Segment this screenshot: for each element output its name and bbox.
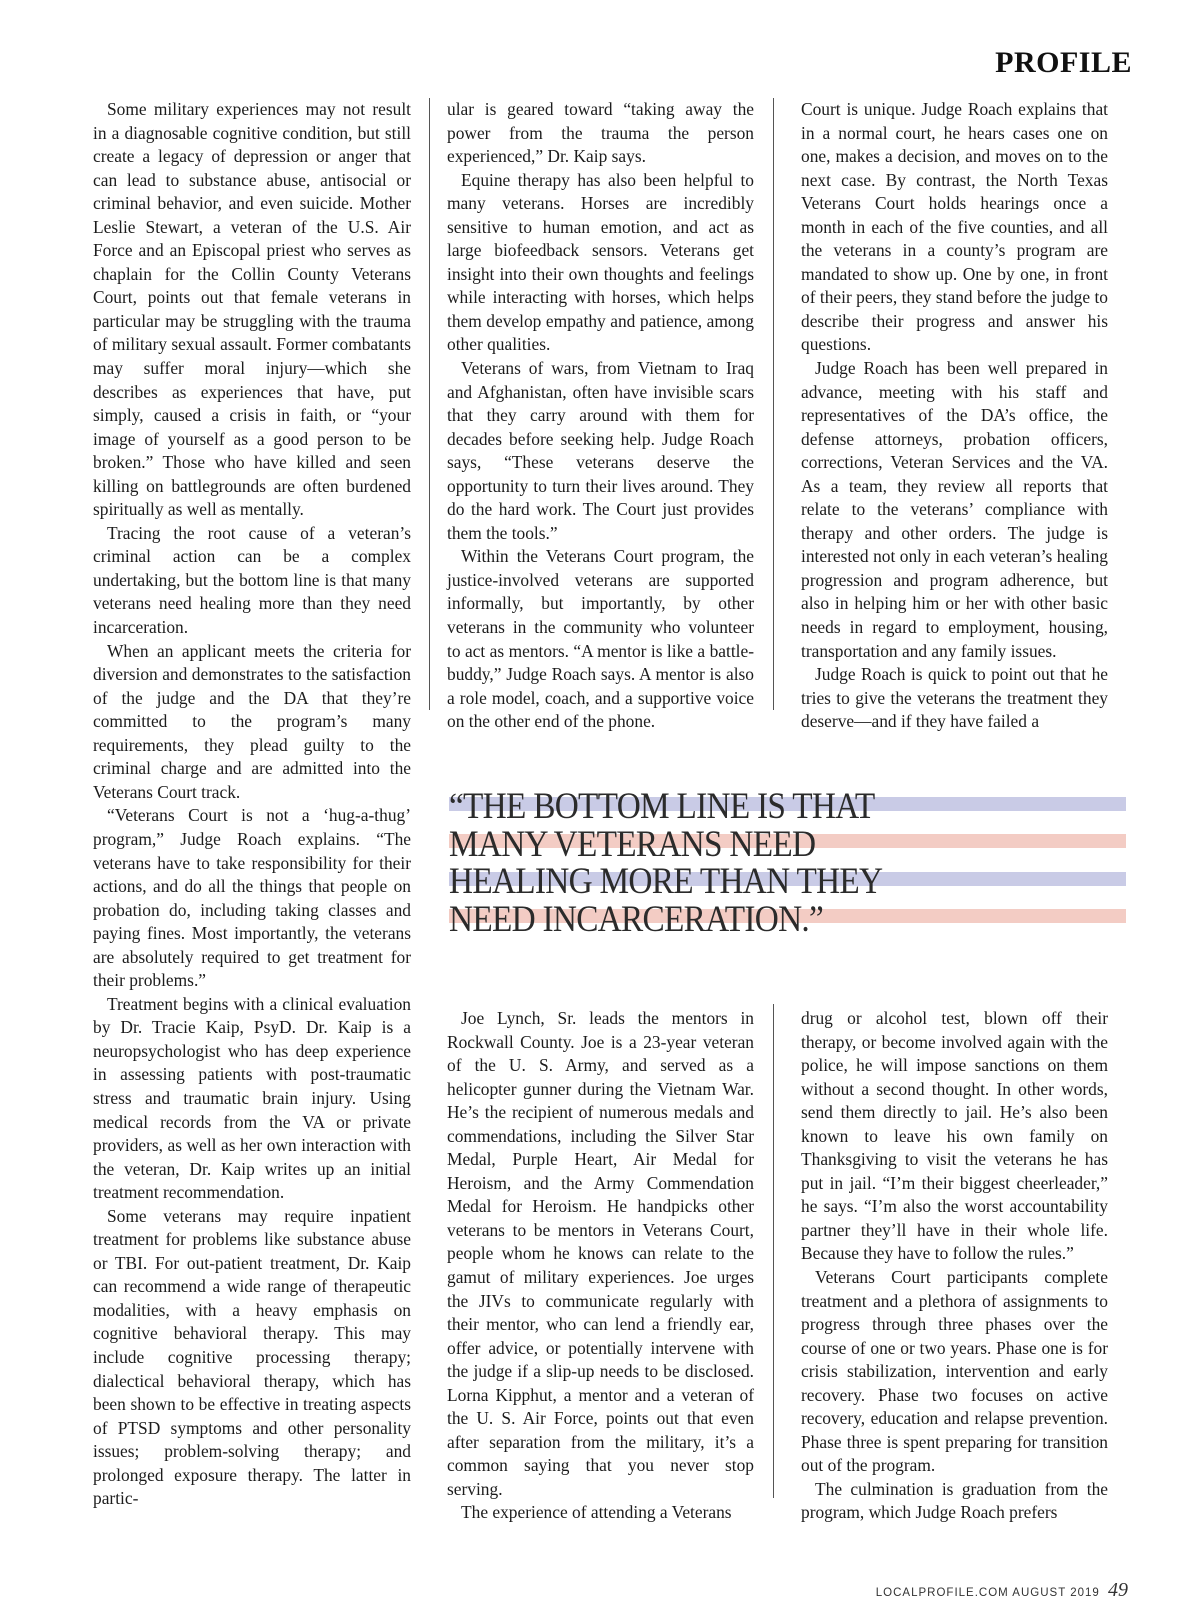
- footer-site: LOCALPROFILE.COM: [875, 1587, 1009, 1599]
- pull-quote-line: MANY VETERANS NEED: [449, 823, 816, 865]
- paragraph: Court is unique. Judge Roach explains that in a normal court, he hears cases one on one, makes a decision, and moves on to the next case. By contrast, the North Texas Veterans Court holds hearings once a month in each of the five counties, and all the veterans in a county’s program are mandated to show up. One by one, in front of their peers, they stand before the judge to describe their progress and answer his questions.: [801, 99, 1108, 355]
- column-divider: [429, 98, 430, 710]
- paragraph: Judge Roach is quick to point out that he tries to give the veterans the treatment they deserve—and if they have failed a: [801, 664, 1108, 732]
- paragraph: Veterans of wars, from Vietnam to Iraq and Afghanistan, often have invisible scars that they carry around with them for decades before seeking help. Judge Roach says, “These veterans deserve the opportunity to turn their lives around. They do the hard work. The Court just provides them the tools.”: [447, 358, 754, 543]
- page-footer: [876, 1579, 1128, 1602]
- paragraph: Judge Roach has been well prepared in advance, meeting with his staff and representatives of the DA’s office, the defense attorneys, probation officers, corrections, Veteran Services and the VA. As a team, they review all reports that relate to the veterans’ compliance with therapy and other orders. The judge is interested not only in each veteran’s healing progression and program adherence, but also in helping him or her with other basic needs in regard to employment, housing, transportation and any family issues.: [801, 358, 1108, 661]
- pull-quote-line: “THE BOTTOM LINE IS THAT: [449, 786, 875, 827]
- paragraph: Veterans Court participants complete treatment and a plethora of assignments to progress through three phases over the course of one or two years. Phase one is for crisis stabilization, intervention and early recovery. Phase two focuses on active recovery, education and relapse prevention. Phase three is spent preparing for transition out of the program.: [801, 1267, 1108, 1476]
- article-column-2-top: [447, 98, 754, 734]
- section-title: PROFILE: [995, 46, 1132, 79]
- paragraph: Some veterans may require inpatient treatment for problems like substance abuse or TBI. For out-patient treatment, Dr. Kaip can recommend a wide range of therapeutic modalities, with a heavy emphasis on cognitive behavioral therapy. This may include cognitive processing therapy; dialectical behavioral therapy, which has been shown to be effective in treating aspects of PTSD symptoms and other personality issues; problem-solving therapy; and prolonged exposure therapy. The latter in partic-: [93, 1205, 411, 1509]
- pull-quote-line: HEALING MORE THAN THEY: [449, 861, 883, 902]
- paragraph: The culmination is graduation from the program, which Judge Roach prefers: [801, 1478, 1108, 1523]
- column-divider: [773, 1004, 774, 1498]
- pull-quote-text: [449, 788, 1058, 938]
- paragraph: The experience of attending a Veterans: [461, 1502, 732, 1523]
- paragraph: ular is geared toward “taking away the power from the trauma the person experienced,” Dr. Kaip says.: [447, 99, 754, 167]
- article-column-2-bottom: [447, 1007, 754, 1525]
- paragraph: Within the Veterans Court program, the justice-involved veterans are supported informally, but importantly, by other veterans in the community who volunteer to act as mentors. “A mentor is like a battle-buddy,” Judge Roach says. A mentor is also a role model, coach, and a supportive voice on the other end of the phone.: [447, 546, 754, 732]
- page-number: 49: [1108, 1579, 1128, 1601]
- paragraph: drug or alcohol test, blown off their therapy, or become involved again with the police, he will impose sanctions on them without a second thought. In other words, send them directly to jail. He’s also been known to leave his own family on Thanksgiving to visit the veterans he has put in jail. “I’m their biggest cheerleader,” he says. “I’m also the worst accountability partner they’ll have in their whole life. Because they have to follow the rules.”: [801, 1008, 1108, 1264]
- pull-quote: [449, 788, 1126, 938]
- paragraph: Tracing the root cause of a veteran’s criminal action can be a complex undertaking, but the bottom line is that many veterans need healing more than they need incarceration.: [93, 522, 411, 638]
- article-column-1: [93, 98, 411, 1511]
- paragraph: Equine therapy has also been helpful to many veterans. Horses are incredibly sensitive to human emotion, and act as large biofeedback sensors. Veterans get insight into their own thoughts and feelings while interacting with horses, which helps them develop empathy and patience, among other qualities.: [447, 169, 754, 355]
- paragraph: Treatment begins with a clinical evaluation by Dr. Tracie Kaip, PsyD. Dr. Kaip is a neuropsychologist who has deep experience in assessing patients with post-traumatic stress and traumatic brain injury. Using medical records from the VA or private providers, as well as her own interaction with the veteran, Dr. Kaip writes up an initial treatment recommendation.: [93, 993, 411, 1203]
- paragraph: Joe Lynch, Sr. leads the mentors in Rockwall County. Joe is a 23-year veteran of the U. S. Army, and served as a helicopter gunner during the Vietnam War. He’s the recipient of numerous medals and commendations, including the Silver Star Medal, Purple Heart, Air Medal for Heroism, and the Army Commendation Medal for Heroism. He handpicks other veterans to be mentors in Veterans Court, people whom he knows can relate to the gamut of military experiences. Joe urges the JIVs to communicate regularly with their mentor, who can lend a friendly ear, offer advice, or potentially intervene with the judge if a slip-up needs to be disclosed. Lorna Kipphut, a mentor and a veteran of the U. S. Air Force, points out that even after separation from the military, it’s a common saying that you never stop serving.: [447, 1008, 754, 1499]
- pull-quote-line: NEED INCARCERATION.”: [449, 898, 824, 940]
- column-divider: [773, 98, 774, 710]
- paragraph: “Veterans Court is not a ‘hug-a-thug’ program,” Judge Roach explains. “The veterans have to take responsibility for their actions, and do all the things that people on probation do, including taking classes and paying fines. Most importantly, the veterans are absolutely required to get treatment for their problems.”: [93, 805, 411, 991]
- footer-issue: AUGUST 2019: [1012, 1587, 1100, 1599]
- paragraph: Some military experiences may not result in a diagnosable cognitive condition, but still create a legacy of depression or anger that can lead to substance abuse, antisocial or criminal behavior, and even suicide. Mother Leslie Stewart, a veteran of the U.S. Air Force and an Episcopal priest who serves as chaplain for the Collin County Veterans Court, points out that female veterans in particular may be struggling with the trauma of military sexual assault. Former combatants may suffer moral injury—which she describes as experiences that have, put simply, caused a crisis in faith, or “your image of yourself as a good person to be broken.” Those who have killed and seen killing on battlegrounds are often burdened spiritually as well as mentally.: [93, 99, 411, 520]
- article-column-3-bottom: [801, 1007, 1108, 1525]
- paragraph: When an applicant meets the criteria for diversion and demonstrates to the satisfaction of the judge and the DA that they’re committed to the program’s many requirements, they plead guilty to the criminal charge and are admitted into the Veterans Court track.: [93, 640, 411, 802]
- article-column-3-top: [801, 98, 1108, 734]
